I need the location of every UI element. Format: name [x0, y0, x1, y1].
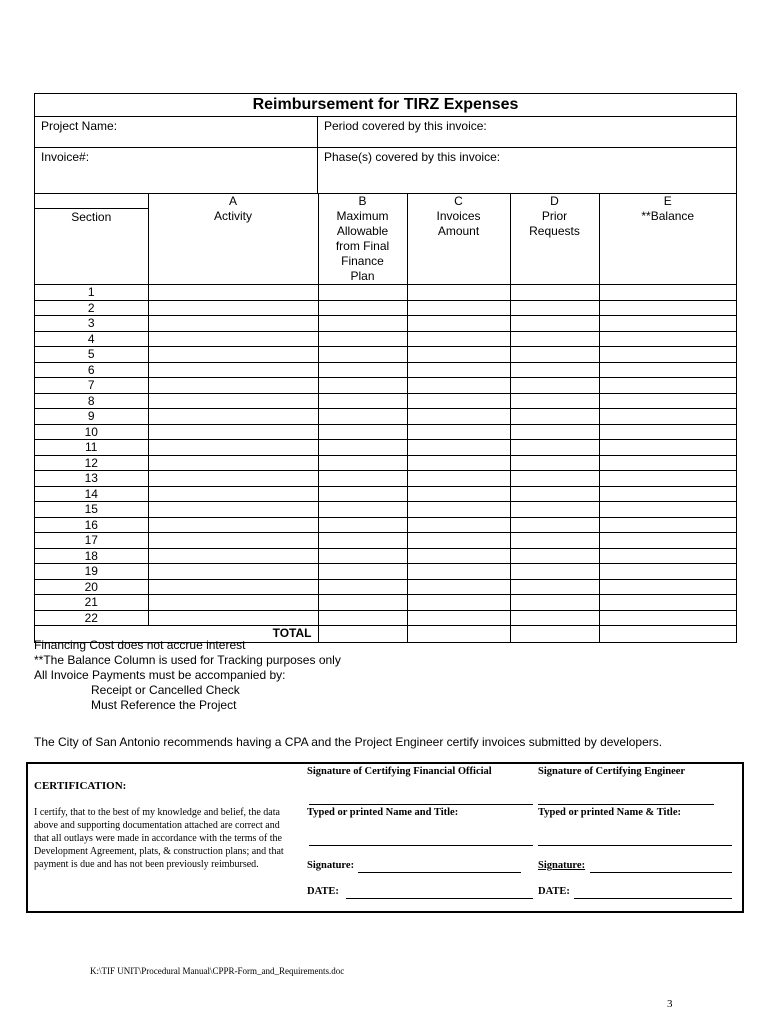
table-row — [35, 378, 736, 394]
table-row — [35, 595, 736, 611]
row-section-number: 13 — [35, 471, 148, 487]
phase-label: Phase(s) covered by this invoice: — [324, 150, 501, 164]
row-section-number: 18 — [35, 548, 148, 564]
table-row — [35, 285, 736, 301]
row-balance-cell[interactable] — [599, 378, 736, 394]
table-row — [35, 455, 736, 471]
row-balance-cell[interactable] — [599, 409, 736, 425]
project-name-label: Project Name: — [41, 119, 118, 133]
note-balance: **The Balance Column is used for Tracking purposes only — [34, 653, 341, 667]
row-balance-cell[interactable] — [599, 579, 736, 595]
row-activity-cell[interactable] — [148, 533, 318, 549]
row-invoices-amount-cell[interactable] — [407, 440, 510, 456]
project-name-field[interactable] — [35, 117, 318, 147]
certification-text: I certify, that to the best of my knowledge and belief, the data above and supporting documentation attached are correct and that all outlays were made in accordance with the terms of the Development Agreement, plats, & construction plans; and that payment is due and has not been previously reimbursed. — [34, 807, 284, 870]
row-section-number: 19 — [35, 564, 148, 580]
row-invoices-amount-cell[interactable] — [407, 610, 510, 626]
row-max-allowable-cell[interactable] — [318, 440, 407, 456]
row-prior-requests-cell[interactable] — [510, 440, 599, 456]
row-balance-cell[interactable] — [599, 610, 736, 626]
row-section-number: 7 — [35, 378, 148, 394]
official-signature-line[interactable] — [309, 804, 533, 805]
row-invoices-amount-cell[interactable] — [407, 409, 510, 425]
table-row — [35, 610, 736, 626]
row-balance-cell[interactable] — [599, 362, 736, 378]
column-letter-row — [35, 194, 736, 208]
row-max-allowable-cell[interactable] — [318, 347, 407, 363]
row-activity-cell[interactable] — [148, 347, 318, 363]
row-invoices-amount-cell[interactable] — [407, 316, 510, 332]
row-activity-cell[interactable] — [148, 393, 318, 409]
row-invoices-amount-cell[interactable] — [407, 362, 510, 378]
row-balance-cell[interactable] — [599, 331, 736, 347]
table-row — [35, 300, 736, 316]
table-row — [35, 579, 736, 595]
row-activity-cell[interactable] — [148, 331, 318, 347]
row-prior-requests-cell[interactable] — [510, 362, 599, 378]
row-prior-requests-cell[interactable] — [510, 486, 599, 502]
row-balance-cell[interactable] — [599, 285, 736, 301]
row-invoices-amount-cell[interactable] — [407, 595, 510, 611]
row-max-allowable-cell[interactable] — [318, 471, 407, 487]
row-activity-cell[interactable] — [148, 285, 318, 301]
row-prior-requests-cell[interactable] — [510, 471, 599, 487]
row-invoices-amount-cell[interactable] — [407, 533, 510, 549]
row-prior-requests-cell[interactable] — [510, 548, 599, 564]
official-signature-field[interactable] — [358, 872, 521, 873]
row-max-allowable-cell[interactable] — [318, 362, 407, 378]
row-activity-cell[interactable] — [148, 440, 318, 456]
row-activity-cell[interactable] — [148, 378, 318, 394]
row-balance-cell[interactable] — [599, 300, 736, 316]
row-prior-requests-cell[interactable] — [510, 502, 599, 518]
row-section-number: 15 — [35, 502, 148, 518]
table-row — [35, 424, 736, 440]
official-name-line[interactable] — [309, 845, 533, 846]
row-section-number: 3 — [35, 316, 148, 332]
row-activity-cell[interactable] — [148, 455, 318, 471]
row-activity-cell[interactable] — [148, 486, 318, 502]
row-max-allowable-cell[interactable] — [318, 595, 407, 611]
table-row — [35, 486, 736, 502]
table-row — [35, 533, 736, 549]
row-max-allowable-cell[interactable] — [318, 331, 407, 347]
row-max-allowable-cell[interactable] — [318, 393, 407, 409]
row-invoices-amount-cell[interactable] — [407, 300, 510, 316]
row-max-allowable-cell[interactable] — [318, 517, 407, 533]
row-prior-requests-cell[interactable] — [510, 331, 599, 347]
row-activity-cell[interactable] — [148, 424, 318, 440]
official-signature-header: Signature of Certifying Financial Official — [307, 766, 492, 777]
column-letter-c: C — [407, 194, 510, 208]
row-activity-cell[interactable] — [148, 579, 318, 595]
row-section-number: 11 — [35, 440, 148, 456]
row-prior-requests-cell[interactable] — [510, 424, 599, 440]
engineer-signature-field[interactable] — [590, 872, 732, 873]
row-invoices-amount-cell[interactable] — [407, 331, 510, 347]
row-invoices-amount-cell[interactable] — [407, 517, 510, 533]
row-invoices-amount-cell[interactable] — [407, 455, 510, 471]
row-section-number: 2 — [35, 300, 148, 316]
engineer-signature-header: Signature of Certifying Engineer — [538, 766, 686, 777]
column-header-activity: Activity — [148, 208, 318, 285]
row-section-number: 20 — [35, 579, 148, 595]
row-max-allowable-cell[interactable] — [318, 409, 407, 425]
table-row — [35, 471, 736, 487]
row-section-number: 21 — [35, 595, 148, 611]
row-invoices-amount-cell[interactable] — [407, 471, 510, 487]
column-header-invoices-amount: Invoices Amount — [407, 208, 510, 285]
recommendation-text: The City of San Antonio recommends having a CPA and the Project Engineer certify invoices submitted by developers. — [34, 735, 663, 749]
total-d[interactable] — [510, 626, 599, 642]
row-section-number: 8 — [35, 393, 148, 409]
total-c[interactable] — [407, 626, 510, 642]
row-section-number: 16 — [35, 517, 148, 533]
column-letter-a: A — [148, 194, 318, 208]
note-reference: Must Reference the Project — [91, 698, 237, 712]
row-prior-requests-cell[interactable] — [510, 564, 599, 580]
row-prior-requests-cell[interactable] — [510, 517, 599, 533]
row-max-allowable-cell[interactable] — [318, 610, 407, 626]
table-row — [35, 548, 736, 564]
row-invoices-amount-cell[interactable] — [407, 378, 510, 394]
row-section-number: 9 — [35, 409, 148, 425]
column-letter-e: E — [599, 194, 736, 208]
row-prior-requests-cell[interactable] — [510, 393, 599, 409]
row-prior-requests-cell[interactable] — [510, 595, 599, 611]
invoice-number-field[interactable] — [35, 148, 318, 193]
total-label: TOTAL — [35, 626, 318, 642]
official-typed-label: Typed or printed Name and Title: — [307, 807, 459, 818]
row-balance-cell[interactable] — [599, 533, 736, 549]
invoice-row — [35, 148, 736, 194]
column-letter-d: D — [510, 194, 599, 208]
period-field[interactable] — [318, 117, 736, 147]
official-signature-label: Signature: — [307, 860, 355, 871]
row-activity-cell[interactable] — [148, 517, 318, 533]
row-prior-requests-cell[interactable] — [510, 455, 599, 471]
row-balance-cell[interactable] — [599, 548, 736, 564]
row-invoices-amount-cell[interactable] — [407, 579, 510, 595]
row-invoices-amount-cell[interactable] — [407, 548, 510, 564]
row-invoices-amount-cell[interactable] — [407, 347, 510, 363]
table-row — [35, 331, 736, 347]
row-max-allowable-cell[interactable] — [318, 424, 407, 440]
row-prior-requests-cell[interactable] — [510, 316, 599, 332]
note-payments: All Invoice Payments must be accompanied by: — [34, 668, 286, 682]
column-letter-b: B — [318, 194, 407, 208]
row-section-number: 14 — [35, 486, 148, 502]
row-activity-cell[interactable] — [148, 610, 318, 626]
row-balance-cell[interactable] — [599, 347, 736, 363]
note-financing: Financing Cost does not accrue interest — [34, 638, 246, 652]
column-header-balance: **Balance — [599, 208, 736, 285]
row-section-number: 5 — [35, 347, 148, 363]
expense-table — [35, 194, 736, 642]
engineer-date-label: DATE: — [538, 886, 570, 897]
row-balance-cell[interactable] — [599, 517, 736, 533]
certification-heading: CERTIFICATION: — [34, 780, 127, 792]
table-row — [35, 316, 736, 332]
row-max-allowable-cell[interactable] — [318, 455, 407, 471]
row-balance-cell[interactable] — [599, 424, 736, 440]
row-max-allowable-cell[interactable] — [318, 316, 407, 332]
row-max-allowable-cell[interactable] — [318, 564, 407, 580]
row-balance-cell[interactable] — [599, 486, 736, 502]
table-row — [35, 409, 736, 425]
row-prior-requests-cell[interactable] — [510, 533, 599, 549]
row-max-allowable-cell[interactable] — [318, 548, 407, 564]
row-activity-cell[interactable] — [148, 409, 318, 425]
row-invoices-amount-cell[interactable] — [407, 564, 510, 580]
footer-file-path: K:\TIF UNIT\Procedural Manual\CPPR-Form_and_Requirements.doc — [90, 966, 345, 976]
row-activity-cell[interactable] — [148, 300, 318, 316]
row-prior-requests-cell[interactable] — [510, 378, 599, 394]
project-row — [35, 117, 736, 148]
note-receipt: Receipt or Cancelled Check — [91, 683, 240, 697]
official-date-field[interactable] — [346, 898, 533, 899]
row-invoices-amount-cell[interactable] — [407, 486, 510, 502]
table-row — [35, 362, 736, 378]
row-activity-cell[interactable] — [148, 595, 318, 611]
row-activity-cell[interactable] — [148, 548, 318, 564]
column-header-maximum-allowable: Maximum Allowable from Final Finance Plan — [318, 208, 407, 285]
row-balance-cell[interactable] — [599, 393, 736, 409]
row-prior-requests-cell[interactable] — [510, 300, 599, 316]
reimbursement-form — [34, 93, 737, 643]
row-prior-requests-cell[interactable] — [510, 579, 599, 595]
row-invoices-amount-cell[interactable] — [407, 424, 510, 440]
row-activity-cell[interactable] — [148, 362, 318, 378]
expense-rows — [35, 285, 736, 626]
row-section-number: 1 — [35, 285, 148, 301]
table-row — [35, 502, 736, 518]
engineer-typed-label: Typed or printed Name & Title: — [538, 807, 682, 818]
certification-box — [26, 762, 744, 913]
table-row — [35, 564, 736, 580]
row-max-allowable-cell[interactable] — [318, 533, 407, 549]
row-section-number: 12 — [35, 455, 148, 471]
column-letter-section — [35, 194, 148, 208]
row-activity-cell[interactable] — [148, 471, 318, 487]
row-section-number: 6 — [35, 362, 148, 378]
row-invoices-amount-cell[interactable] — [407, 393, 510, 409]
row-max-allowable-cell[interactable] — [318, 486, 407, 502]
table-row — [35, 393, 736, 409]
row-balance-cell[interactable] — [599, 502, 736, 518]
total-e[interactable] — [599, 626, 736, 642]
row-activity-cell[interactable] — [148, 564, 318, 580]
column-header-prior-requests: Prior Requests — [510, 208, 599, 285]
row-section-number: 4 — [35, 331, 148, 347]
row-prior-requests-cell[interactable] — [510, 347, 599, 363]
row-activity-cell[interactable] — [148, 502, 318, 518]
form-title: Reimbursement for TIRZ Expenses — [35, 94, 736, 117]
notes — [34, 638, 341, 713]
row-balance-cell[interactable] — [599, 455, 736, 471]
invoice-label: Invoice#: — [41, 150, 90, 164]
table-row — [35, 517, 736, 533]
column-header-row — [35, 208, 736, 285]
column-header-section: Section — [35, 208, 148, 285]
row-prior-requests-cell[interactable] — [510, 610, 599, 626]
row-section-number: 17 — [35, 533, 148, 549]
row-prior-requests-cell[interactable] — [510, 409, 599, 425]
table-row — [35, 347, 736, 363]
engineer-signature-label: Signature: — [538, 860, 586, 871]
engineer-signature-line[interactable] — [538, 804, 714, 805]
page-number: 3 — [667, 998, 673, 1010]
row-section-number: 22 — [35, 610, 148, 626]
row-balance-cell[interactable] — [599, 440, 736, 456]
row-invoices-amount-cell[interactable] — [407, 285, 510, 301]
row-balance-cell[interactable] — [599, 564, 736, 580]
official-date-label: DATE: — [307, 886, 339, 897]
row-balance-cell[interactable] — [599, 595, 736, 611]
phase-field[interactable] — [318, 148, 736, 193]
engineer-date-field[interactable] — [574, 898, 732, 899]
engineer-name-line[interactable] — [538, 845, 732, 846]
row-section-number: 10 — [35, 424, 148, 440]
row-max-allowable-cell[interactable] — [318, 579, 407, 595]
row-activity-cell[interactable] — [148, 316, 318, 332]
row-max-allowable-cell[interactable] — [318, 502, 407, 518]
row-invoices-amount-cell[interactable] — [407, 502, 510, 518]
row-balance-cell[interactable] — [599, 316, 736, 332]
table-row — [35, 440, 736, 456]
row-balance-cell[interactable] — [599, 471, 736, 487]
row-max-allowable-cell[interactable] — [318, 378, 407, 394]
period-label: Period covered by this invoice: — [324, 119, 487, 133]
row-prior-requests-cell[interactable] — [510, 285, 599, 301]
row-max-allowable-cell[interactable] — [318, 300, 407, 316]
row-max-allowable-cell[interactable] — [318, 285, 407, 301]
